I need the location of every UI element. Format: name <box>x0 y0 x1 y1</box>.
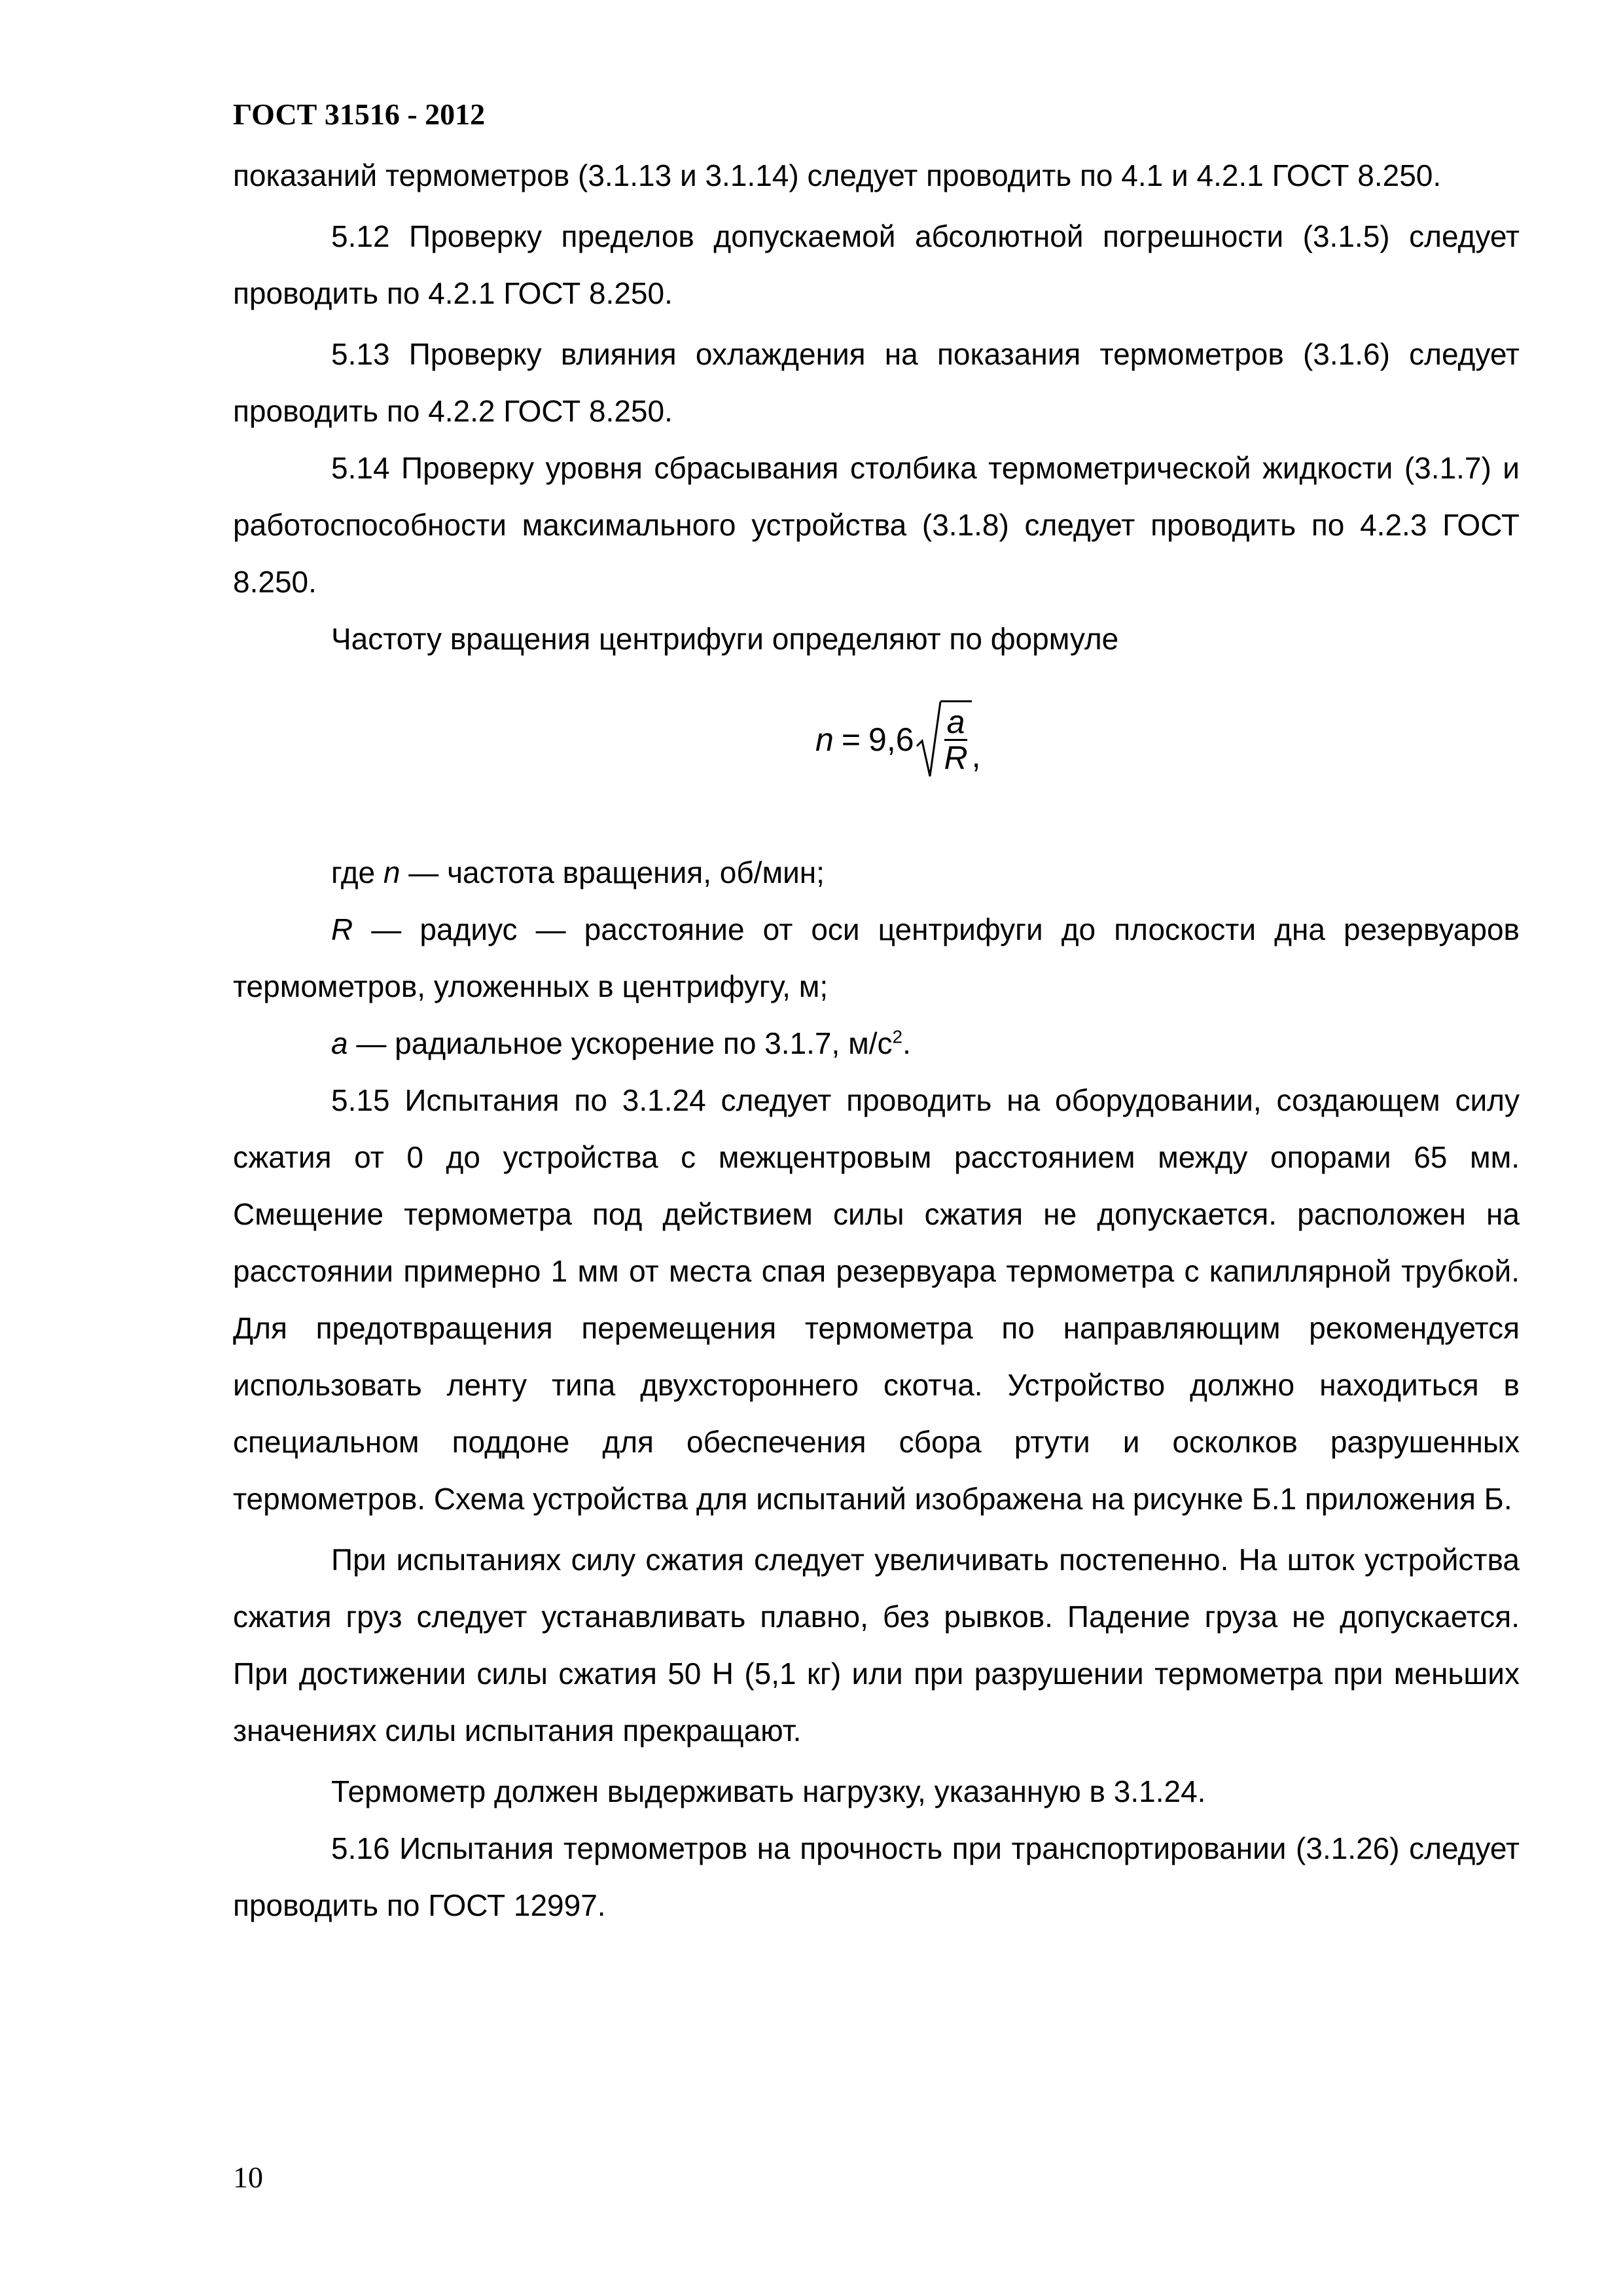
definition-a <box>233 1015 1520 1072</box>
page-number: 10 <box>233 2161 263 2194</box>
paragraph-continuation: показаний термометров (3.1.13 и 3.1.14) следует проводить по 4.1 и 4.2.1 ГОСТ 8.250. <box>233 158 1442 192</box>
definition-a-text: — радиальное ускорение по 3.1.7, м/с <box>348 1026 893 1060</box>
definition-a-symbol: a <box>331 1026 348 1060</box>
paragraph-5-15: 5.15 Испытания по 3.1.24 следует проводить на оборудовании, создающем силу сжатия от 0 до устройства с межцентровым расстоянием между опорами 65 мм. Смещение термометра под действием силы сжатия не допускается. расположен на расстоянии примерно 1 мм от места спая резервуара термометра с капиллярной трубкой. Для предотвращения перемещения термометра по направляющим рекомендуется использовать ленту типа двухстороннего скотча. Устройство должно находиться в специальном поддоне для обеспечения сбора ртути и осколков разрушенных термометров. Схема устройства для испытаний изображена на рисунке Б.1 приложения Б. <box>233 1083 1520 1516</box>
definition-r-symbol: R <box>331 912 353 946</box>
definition-n <box>233 844 1520 901</box>
definition-n-text: — частота вращения, об/мин; <box>400 855 825 889</box>
paragraph-5-13: 5.13 Проверку влияния охлаждения на показания термометров (3.1.6) следует проводить по 4.2.2 ГОСТ 8.250. <box>233 337 1520 428</box>
formula-equals: = <box>841 721 861 758</box>
centrifuge-formula <box>815 700 981 779</box>
definition-r-text: — радиус — расстояние от оси центрифуги до плоскости дна резервуаров термометров, уложенных в центрифугу, м; <box>233 912 1520 1003</box>
definition-r <box>233 901 1520 1015</box>
formula-trailing-comma: , <box>971 738 981 774</box>
formula-sqrt <box>916 700 972 779</box>
definition-n-prefix: где <box>331 855 383 889</box>
paragraph-5-16: 5.16 Испытания термометров на прочность при транспортировании (3.1.26) следует проводить по ГОСТ 12997. <box>233 1831 1520 1922</box>
paragraph-5-12: 5.12 Проверку пределов допускаемой абсолютной погрешности (3.1.5) следует проводить по 4.2.1 ГОСТ 8.250. <box>233 219 1520 310</box>
paragraph-5-14: 5.14 Проверку уровня сбрасывания столбика термометрической жидкости (3.1.7) и работоспособности максимального устройства (3.1.8) следует проводить по 4.2.3 ГОСТ 8.250. <box>233 451 1520 599</box>
formula-denominator: R <box>944 740 968 776</box>
formula-lhs: n <box>815 721 834 758</box>
definition-a-superscript: 2 <box>892 1026 903 1047</box>
formula-fraction <box>940 700 972 779</box>
definition-n-symbol: n <box>383 855 401 889</box>
formula-block <box>233 668 1520 844</box>
formula-coefficient: 9,6 <box>868 721 914 758</box>
document-header: ГОСТ 31516 - 2012 <box>233 98 486 131</box>
paragraph-compression: При испытаниях силу сжатия следует увеличивать постепенно. На шток устройства сжатия груз следует устанавливать плавно, без рывков. Падение груза не допускается. При достижении силы сжатия 50 Н (5,1 кг) или при разрушении термометра при меньших значениях силы испытания прекращают. <box>233 1543 1520 1748</box>
definition-a-end: . <box>902 1026 911 1060</box>
document-body <box>233 147 1520 1934</box>
sqrt-sign-icon <box>916 700 942 779</box>
paragraph-formula-intro: Частоту вращения центрифуги определяют по формуле <box>331 622 1119 656</box>
paragraph-load: Термометр должен выдерживать нагрузку, указанную в 3.1.24. <box>331 1774 1206 1808</box>
formula-numerator: a <box>944 705 968 741</box>
